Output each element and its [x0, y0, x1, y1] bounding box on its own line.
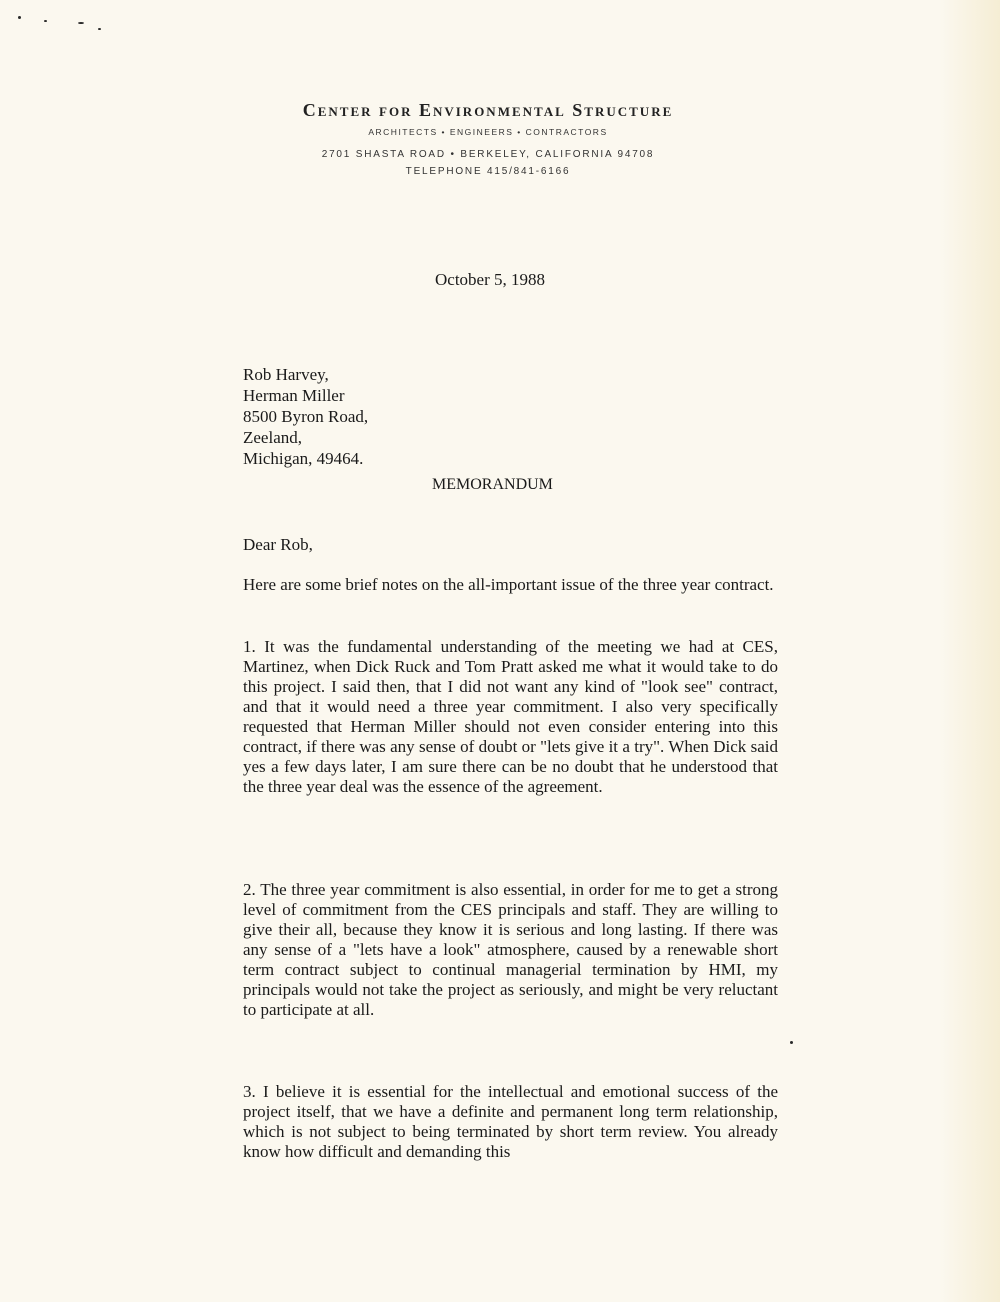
memo-heading: MEMORANDUM: [432, 476, 553, 493]
recipient-state-zip: Michigan, 49464.: [243, 449, 364, 468]
paper-speck: [98, 28, 101, 30]
body-point-1-paragraph: 1. It was the fundamental understanding of the meeting we had at CES, Martinez, when Dick Ruck and Tom Pratt asked me what it would take to do this project. I said then, that I did not want any kind of "look see" contract, and that it would need a three year commitment. I also very specifically requested that Herman Miller should not even consider entering into this contract, if there was any sense of doubt or "lets give it a try". When Dick said yes a few days later, I am sure there can be no doubt that he understood that the three year deal was the essence of the agreement.: [243, 637, 778, 796]
paper-speck: [44, 20, 47, 22]
paper-speck: [18, 16, 21, 19]
recipient-name: Rob Harvey,: [243, 365, 329, 384]
recipient-company: Herman Miller: [243, 386, 345, 405]
body-point-2-paragraph: 2. The three year commitment is also essential, in order for me to get a strong level of commitment from the CES principals and staff. They are willing to give their all, because they know it is serious and long lasting. If there was any sense of a "lets have a look" atmosphere, caused by a renewable short term contract subject to continual managerial termination by HMI, my principals would not take the project as seriously, and might be very reluctant to participate at all.: [243, 880, 778, 1019]
body-intro-paragraph: Here are some brief notes on the all-important issue of the three year contract.: [243, 575, 774, 594]
recipient-address: [243, 364, 368, 469]
paper-speck: [78, 22, 84, 24]
paper-edge-stain: [940, 0, 1000, 1302]
letter-date: October 5, 1988: [435, 270, 546, 289]
letterhead-telephone: TELEPHONE 415/841-6166: [405, 166, 571, 177]
letterhead: [0, 100, 976, 177]
body-point-3-paragraph: 3. I believe it is essential for the intellectual and emotional success of the project itself, that we have a definite and permanent long term relationship, which is not subject to being terminated by short term review. You already know how difficult and demanding this: [243, 1082, 778, 1161]
letterhead-address: 2701 SHASTA ROAD • BERKELEY, CALIFORNIA 94708: [321, 149, 655, 160]
letterhead-organization-name: Center for Environmental Structure: [302, 100, 674, 120]
recipient-street: 8500 Byron Road,: [243, 407, 369, 426]
recipient-city: Zeeland,: [243, 428, 302, 447]
letterhead-tagline: ARCHITECTS • ENGINEERS • CONTRACTORS: [368, 127, 608, 137]
salutation: Dear Rob,: [243, 535, 313, 554]
paper-speck: [790, 1041, 793, 1044]
